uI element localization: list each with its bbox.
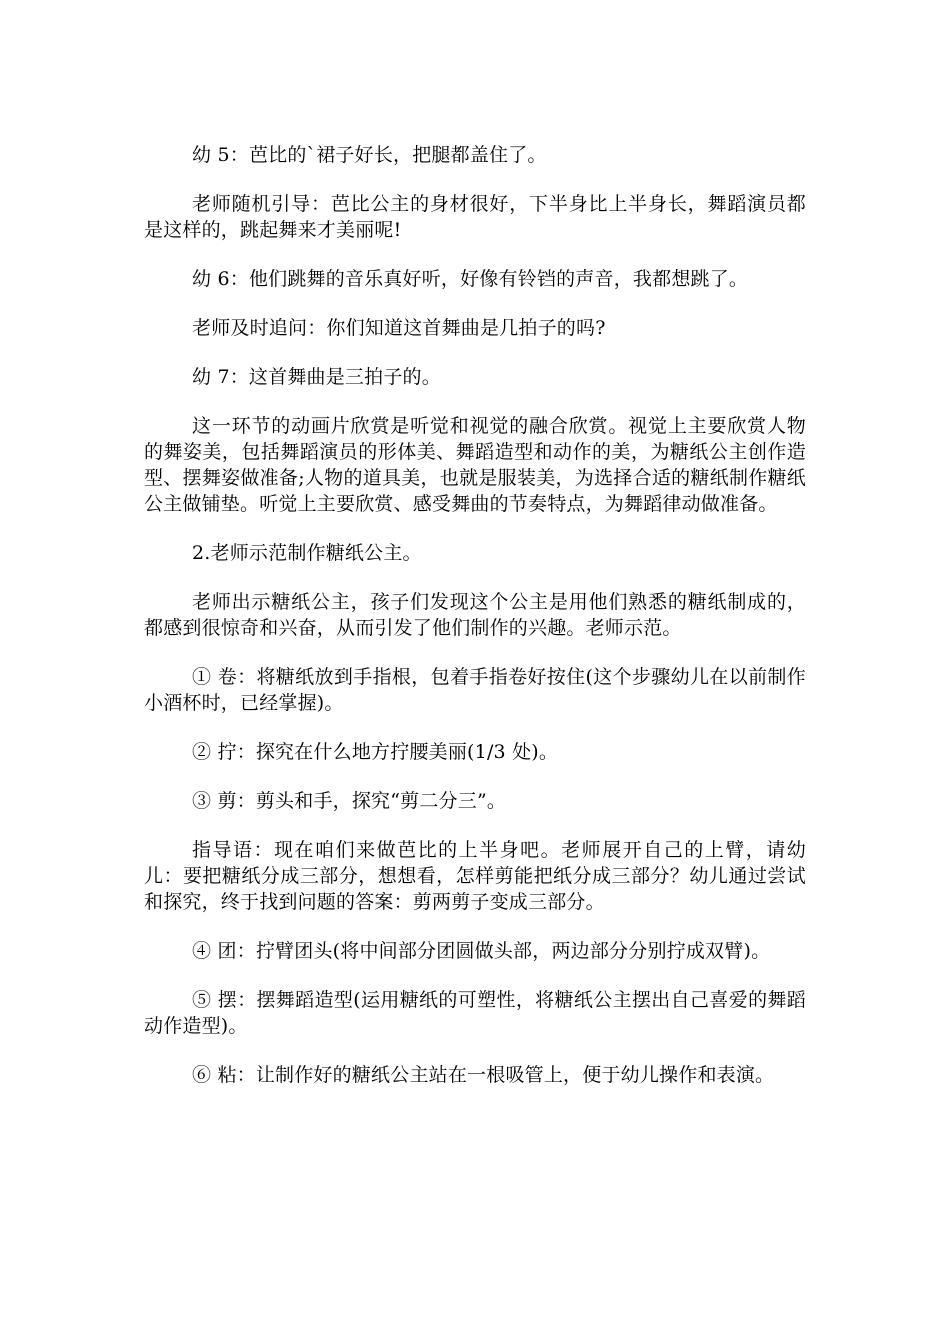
paragraph-step-twist: ② 拧：探究在什么地方拧腰美丽(1/3 处)。 [192, 741, 559, 763]
paragraph-step-roll: ① 卷：将糖纸放到手指根，包着手指卷好按住(这个步骤幼儿在以前制作小酒杯时，已经掌握)。 [144, 666, 806, 714]
paragraph-demo-intro: 老师出示糖纸公主，孩子们发现这个公主是用他们熟悉的糖纸制成的，都感到很惊奇和兴奋，从而引发了他们制作的兴趣。老师示范。 [144, 591, 806, 639]
paragraph-step-cut: ③ 剪：剪头和手，探究“剪二分三”。 [192, 790, 507, 812]
paragraph-child-6: 幼 6：他们跳舞的音乐真好听，好像有铃铛的声音，我都想跳了。 [192, 268, 749, 290]
paragraph-step-ball: ④ 团：拧臂团头(将中间部分团圆做头部，两边部分分别拧成双臂)。 [192, 940, 771, 962]
paragraph-teacher-question: 老师及时追问：你们知道这首舞曲是几拍子的吗? [192, 317, 606, 339]
paragraph-step-stick: ⑥ 粘：让制作好的糖纸公主站在一根吸管上，便于幼儿操作和表演。 [192, 1064, 775, 1086]
paragraph-teacher-guide: 老师随机引导：芭比公主的身材很好，下半身比上半身长，舞蹈演员都是这样的，跳起舞来才美丽呢! [144, 193, 806, 241]
paragraph-section-heading: 2.老师示范制作糖纸公主。 [192, 542, 422, 564]
paragraph-child-5: 幼 5：芭比的`裙子好长，把腿都盖住了。 [192, 144, 547, 166]
paragraph-summary: 这一环节的动画片欣赏是听觉和视觉的融合欣赏。视觉上主要欣赏人物的舞姿美，包括舞蹈演员的形体美、舞蹈造型和动作的美，为糖纸公主创作造型、摆舞姿做准备;人物的道具美，也就是服装美，为选择合适的糖纸制作糖纸公主做铺垫。听觉上主要欣赏、感受舞曲的节奏特点，为舞蹈律动做准备。 [144, 415, 806, 515]
paragraph-guidance: 指导语：现在咱们来做芭比的上半身吧。老师展开自己的上臂，请幼儿：要把糖纸分成三部分，想想看，怎样剪能把纸分成三部分？幼儿通过尝试和探究，终于找到问题的答案：剪两剪子变成三部分。 [144, 839, 806, 913]
paragraph-step-pose: ⑤ 摆：摆舞蹈造型(运用糖纸的可塑性，将糖纸公主摆出自己喜爱的舞蹈动作造型)。 [144, 989, 806, 1037]
paragraph-child-7: 幼 7：这首舞曲是三拍子的。 [192, 366, 441, 388]
